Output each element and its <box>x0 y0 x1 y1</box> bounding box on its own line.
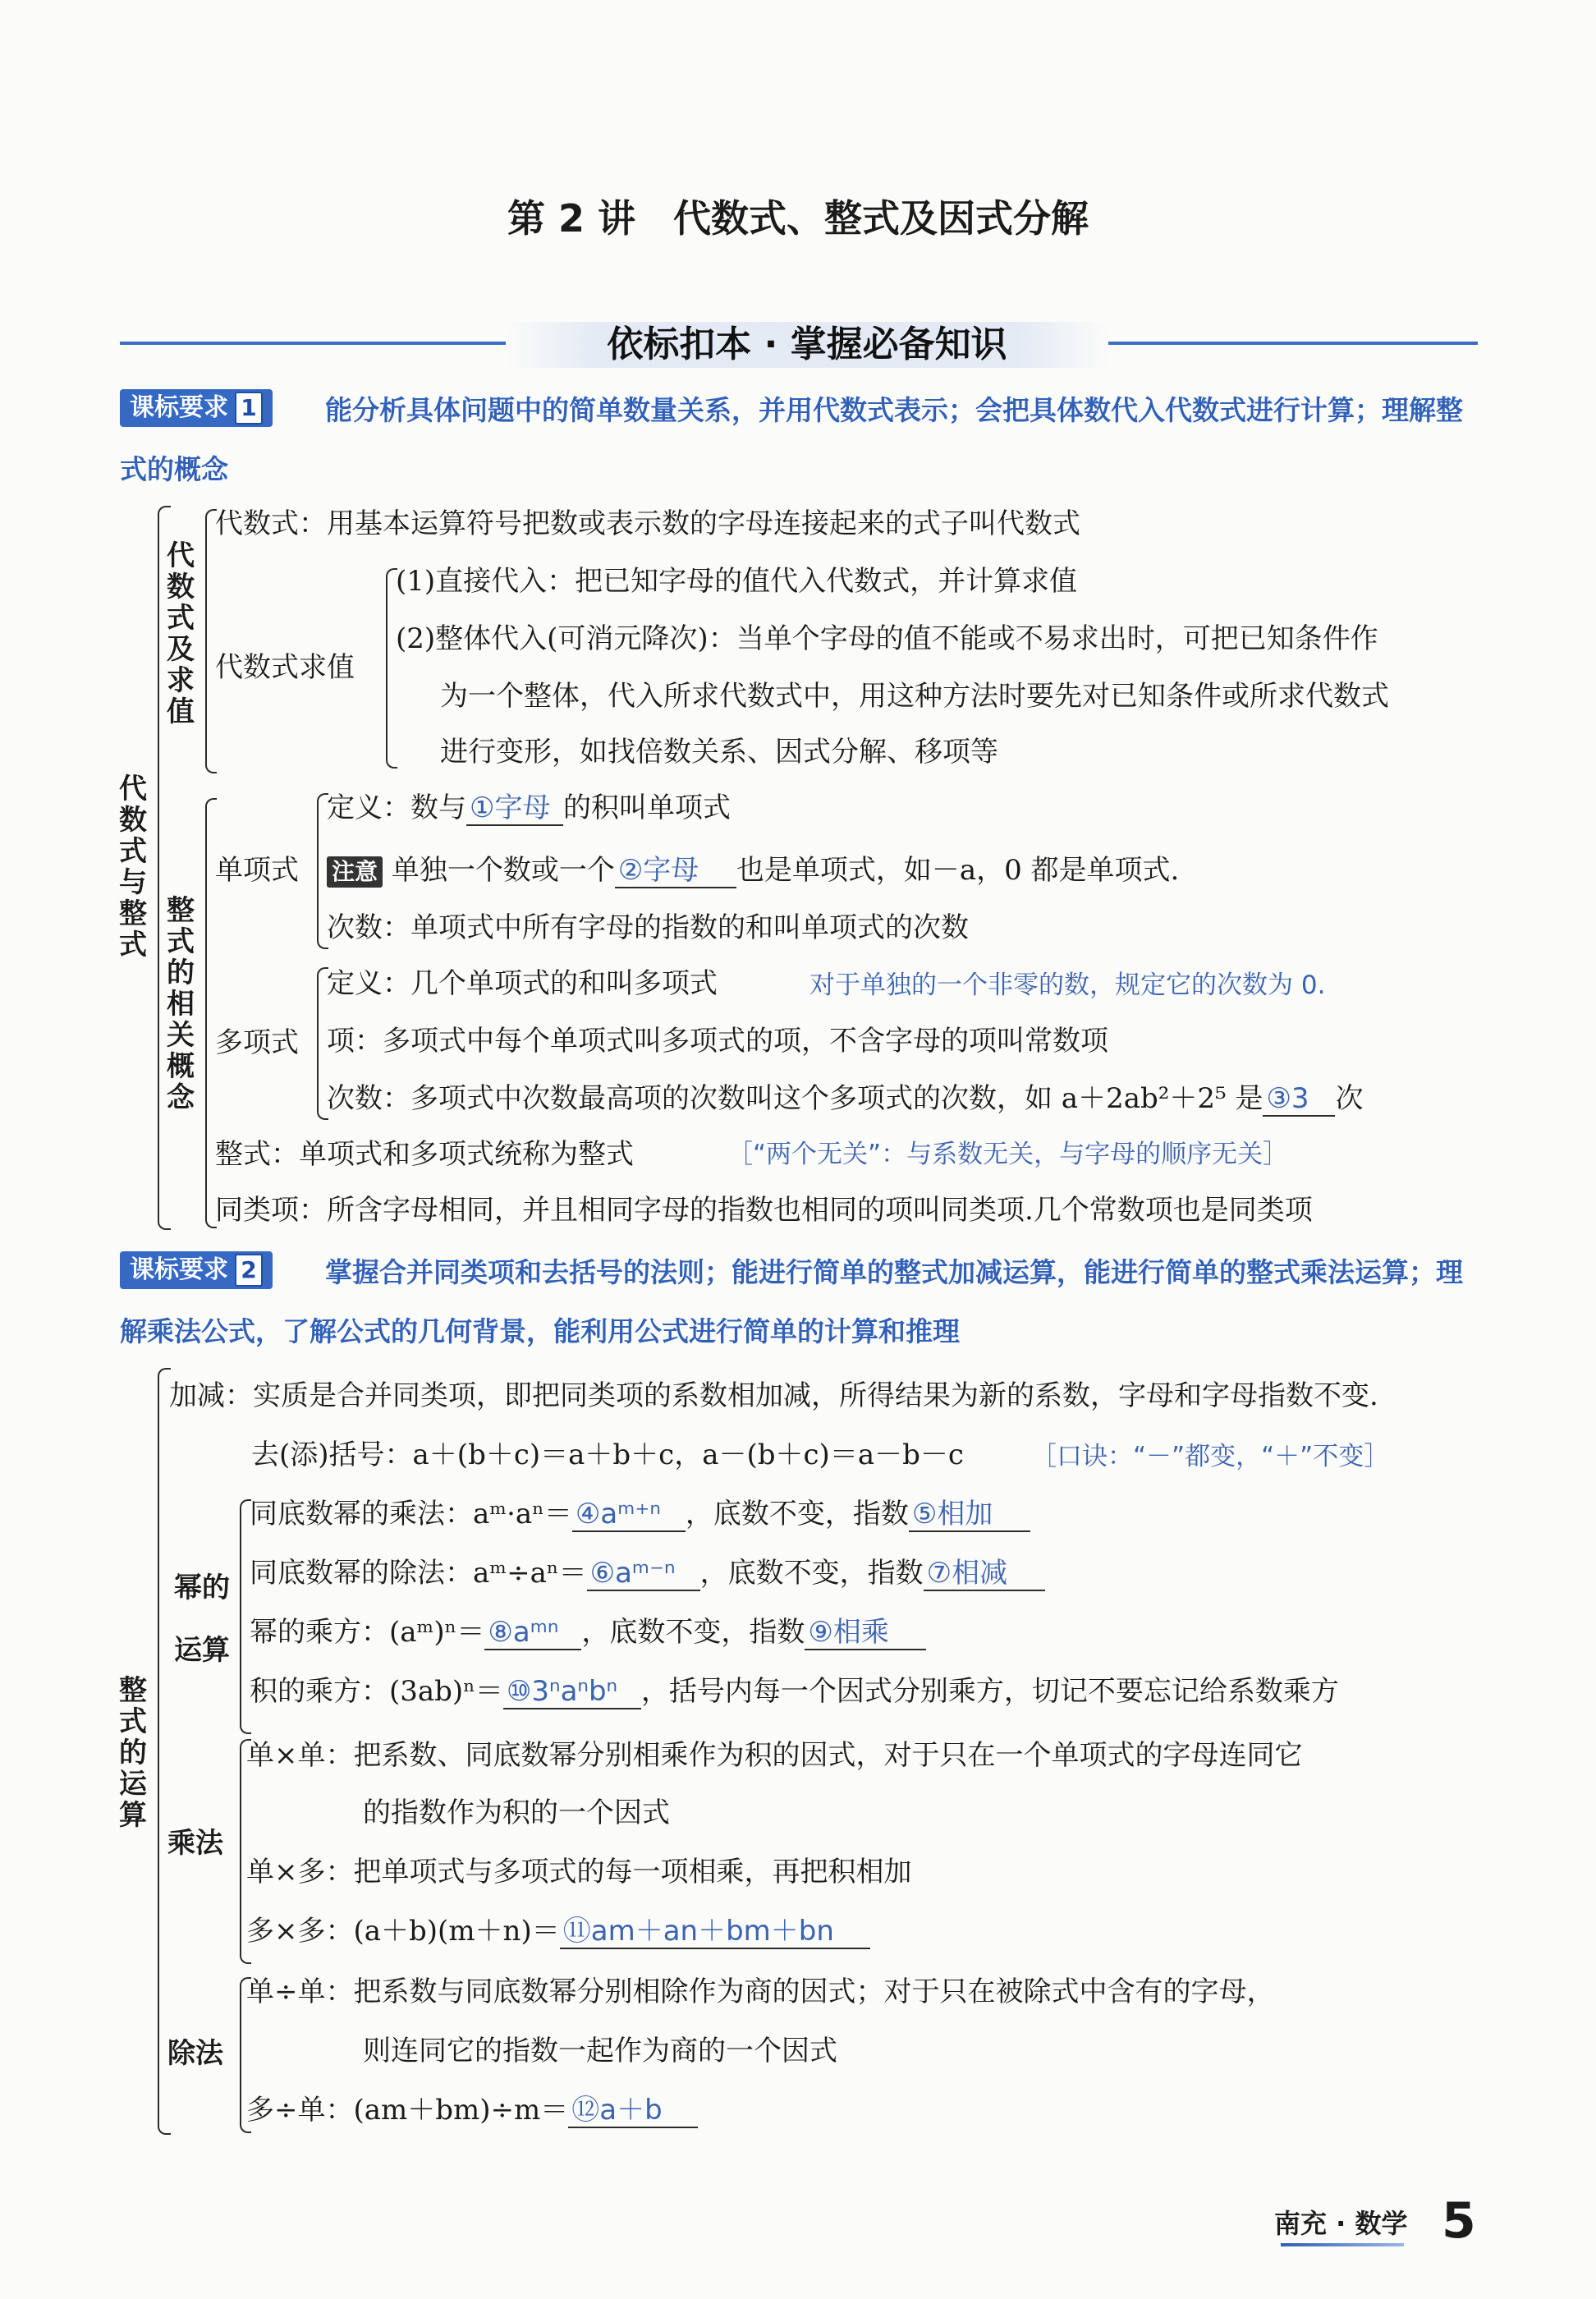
page-title: 第 2 讲 代数式、整式及因式分解 <box>507 196 1089 241</box>
mul-poly-poly <box>246 1915 870 1949</box>
section-label-operations: 整 式 的 运 算 <box>119 1674 147 1832</box>
p2-pre: 同底数幂的除法：aᵐ÷aⁿ＝ <box>250 1557 587 1590</box>
monomial-note-post: 也是单项式，如－a，0 都是单项式. <box>736 854 1180 887</box>
power-rule-multiply <box>250 1498 1030 1532</box>
p3-mid: ，底数不变，指数 <box>581 1616 805 1649</box>
polynomial-handwritten-note: 对于单独的一个非零的数，规定它的次数为 0. <box>809 971 1326 1000</box>
monomial-label: 单项式 <box>215 854 299 887</box>
div-mono-mono-2: 则连同它的指数一起作为商的一个因式 <box>363 2035 837 2067</box>
eval-whole-3: 进行变形，如找倍数关系、因式分解、移项等 <box>440 736 998 769</box>
integral-definition: 整式：单项式和多项式统称为整式 <box>215 1138 634 1171</box>
page-number: 5 <box>1442 2192 1476 2250</box>
answer-6: ⑥aᵐ⁻ⁿ <box>587 1557 700 1591</box>
answer-1: ①字母 <box>466 792 563 826</box>
answer-10: ⑩3ⁿaⁿbⁿ <box>503 1675 641 1709</box>
answer-3: ③3 <box>1263 1082 1335 1117</box>
bracket-mnemonic: ［口诀：“－”都变，“＋”不变］ <box>1031 1442 1390 1471</box>
answer-9: ⑨相乘 <box>805 1616 926 1650</box>
polynomial-degree <box>327 1082 1363 1117</box>
label-power-operations: 幂的 运算 <box>174 1572 230 1667</box>
section-banner <box>120 325 1478 366</box>
requirement-text-1: 能分析具体问题中的简单数量关系，并用代数式表示；会把具体数代入代数式进行计算；理解整式的概念 <box>120 394 1463 485</box>
polynomial-term: 项：多项式中每个单项式叫多项式的项，不含字母的项叫常数项 <box>327 1025 1108 1058</box>
brace-eval <box>386 568 397 769</box>
p3-pre: 幂的乘方：(aᵐ)ⁿ＝ <box>250 1616 485 1649</box>
footer-brand: 南充 · 数学 <box>1274 2208 1408 2239</box>
div-mono-mono-1: 单÷单：把系数与同底数幂分别相除作为商的因式；对于只在被除式中含有的字母， <box>246 1975 1275 2008</box>
mul-mono-mono-2: 的指数作为积的一个因式 <box>363 1797 670 1829</box>
banner-line-left <box>120 342 506 345</box>
div-poly-mono <box>246 2094 698 2128</box>
mul-mono-mono-1: 单×单：把系数、同底数幂分别相乘作为积的因式，对于只在一个单项式的字母连同它 <box>246 1739 1303 1772</box>
label-algebraic-expression: 代 数 式 及 求 值 <box>167 539 195 728</box>
p4-pre: 积的乘方：(3ab)ⁿ＝ <box>250 1675 503 1708</box>
monomial-degree: 次数：单项式中所有字母的指数的和叫单项式的次数 <box>327 911 969 944</box>
polynomial-label: 多项式 <box>215 1026 299 1059</box>
answer-11: ⑪am＋an＋bm＋bn <box>560 1915 870 1949</box>
p2-mid: ，底数不变，指数 <box>699 1557 924 1590</box>
m3-pre: 多×多：(a＋b)(m＋n)＝ <box>246 1915 560 1948</box>
brace-algebraic <box>205 509 217 773</box>
p1-mid: ，底数不变，指数 <box>685 1498 909 1530</box>
power-rule-divide <box>250 1557 1045 1591</box>
section-label-algebra: 代 数 式 与 整 式 <box>119 773 147 961</box>
p1-pre: 同底数幂的乘法：aᵐ·aⁿ＝ <box>250 1498 572 1530</box>
monomial-note-pre: 单独一个数或一个 <box>391 854 615 887</box>
monomial-note <box>327 854 1179 888</box>
polynomial-definition: 定义：几个单项式的和叫多项式 <box>327 967 718 1000</box>
polynomial-degree-pre: 次数：多项式中次数最高项的次数叫这个多项式的次数，如 a＋2ab²＋2⁵ 是 <box>327 1082 1264 1115</box>
monomial-def-post: 的积叫单项式 <box>563 792 731 824</box>
label-integral-concepts: 整 式 的 相 关 概 念 <box>167 894 195 1114</box>
badge-label: 课标要求 <box>130 1255 228 1284</box>
monomial-definition <box>327 792 731 826</box>
label-division: 除法 <box>167 2037 223 2070</box>
answer-5: ⑤相加 <box>909 1498 1030 1532</box>
footer-underline <box>1281 2243 1404 2246</box>
like-terms-definition: 同类项：所含字母相同，并且相同字母的指数也相同的项叫同类项.几个常数项也是同类项 <box>215 1194 1313 1227</box>
def-algebraic: 代数式：用基本运算符号把数或表示数的字母连接起来的式子叫代数式 <box>215 507 1080 540</box>
brace-main-2 <box>158 1368 171 2135</box>
polynomial-degree-post: 次 <box>1335 1082 1364 1115</box>
badge-label: 课标要求 <box>130 393 228 422</box>
mul-mono-poly: 单×多：把单项式与多项式的每一项相乘，再把积相加 <box>246 1856 912 1888</box>
monomial-def-pre: 定义：数与 <box>327 792 466 824</box>
d2-pre: 多÷单：(am＋bm)÷m＝ <box>246 2094 569 2127</box>
eval-whole-2: 为一个整体，代入所求代数式中，用这种方法时要先对已知条件或所求代数式 <box>440 680 1389 713</box>
note-tag: 注意 <box>327 856 383 888</box>
answer-8: ⑧aᵐⁿ <box>484 1616 581 1650</box>
requirement-text-2: 掌握合并同类项和去括号的法则；能进行简单的整式加减运算，能进行简单的整式乘法运算；理解乘法公式，了解公式的几何背景，能利用公式进行简单的计算和推理 <box>120 1256 1463 1347</box>
answer-7: ⑦相减 <box>924 1557 1045 1591</box>
integral-handwritten-note: ［“两个无关”：与系数无关，与字母的顺序无关］ <box>727 1140 1289 1169</box>
label-multiplication: 乘法 <box>167 1827 223 1860</box>
answer-2: ②字母 <box>615 854 736 888</box>
bracket-rule: 去(添)括号：a＋(b＋c)＝a＋b＋c，a－(b＋c)＝a－b－c <box>251 1439 964 1471</box>
power-rule-product <box>250 1675 1339 1709</box>
answer-4: ④aᵐ⁺ⁿ <box>572 1498 686 1532</box>
badge-number: 1 <box>235 392 263 424</box>
add-subtract-rule: 加减：实质是合并同类项，即把同类项的系数相加减，所得结果为新的系数，字母和字母指数不变. <box>169 1379 1378 1412</box>
banner-line-right <box>1108 342 1478 345</box>
p4-post: ，括号内每一个因式分别乘方，切记不要忘记给系数乘方 <box>640 1675 1339 1708</box>
eval-whole-1: (2)整体代入(可消元降次)：当单个字母的值不能或不易求出时，可把已知条件作 <box>396 622 1378 655</box>
answer-12: ⑫a＋b <box>568 2094 698 2128</box>
badge-number: 2 <box>235 1254 263 1287</box>
power-rule-power <box>250 1616 926 1650</box>
eval-direct: (1)直接代入：把已知字母的值代入代数式，并计算求值 <box>396 565 1078 598</box>
banner-text: 依标扣本 · 掌握必备知识 <box>506 322 1108 368</box>
eval-label: 代数式求值 <box>215 651 355 684</box>
